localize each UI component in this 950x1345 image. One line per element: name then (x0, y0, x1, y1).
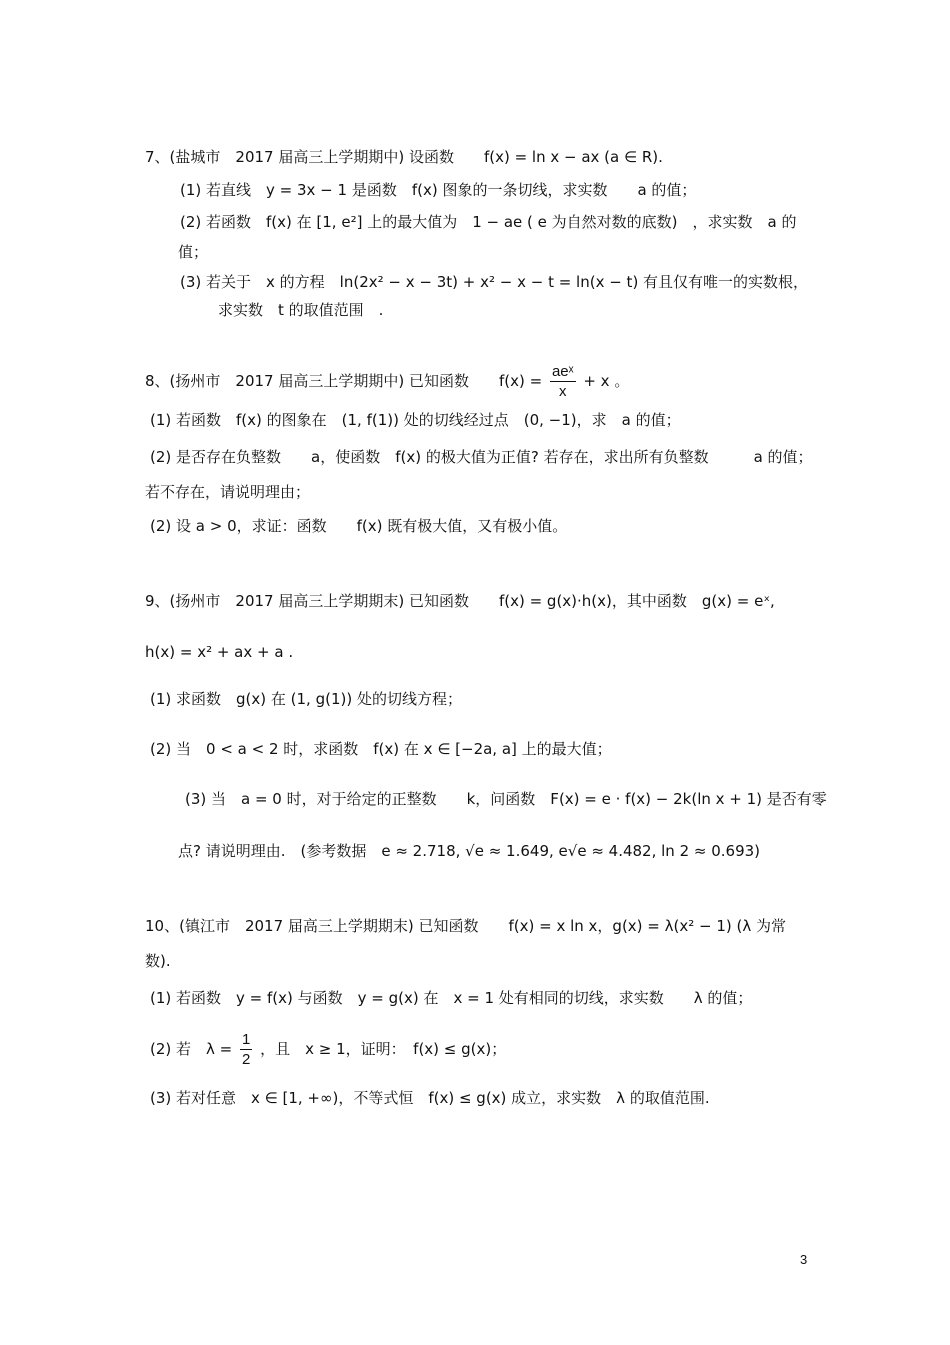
problem-7-part-3: (3) 若关于 x 的方程 ln(2x² − x − 3t) + x² − x − t = ln(x − t) 有且仅有唯一的实数根， (180, 273, 809, 291)
problem-7-part-3-cont: 求实数 t 的取值范围 . (218, 301, 384, 319)
problem-8-header-tail: + x 。 (583, 372, 630, 390)
problem-8-header (145, 362, 629, 401)
fraction-denominator: 2 (242, 1051, 251, 1068)
problem-8-header-text: 8、(扬州市 2017 届高三上学期期中) 已知函数 f(x) = (145, 372, 543, 390)
problem-9-part-1: (1) 求函数 g(x) 在 (1, g(1)) 处的切线方程； (150, 690, 462, 708)
fraction-numerator: 1 (242, 1031, 251, 1048)
problem-10-part-2-tail: ，且 x ≥ 1，证明： f(x) ≤ g(x)； (260, 1040, 507, 1058)
problem-10-part-3: (3) 若对任意 x ∈ [1, +∞)，不等式恒 f(x) ≤ g(x) 成立，求实数 λ 的取值范围. (150, 1089, 710, 1107)
problem-9-h-definition: h(x) = x² + ax + a . (145, 643, 294, 661)
problem-9-part-3: (3) 当 a = 0 时，对于给定的正整数 k，问函数 F(x) = e · f(x) − 2k(ln x + 1) 是否有零 (185, 790, 827, 808)
problem-9-part-2: (2) 当 0 < a < 2 时，求函数 f(x) 在 x ∈ [−2a, a] 上的最大值； (150, 740, 612, 758)
fraction-numerator: aeˣ (551, 363, 574, 380)
problem-8-part-1: (1) 若函数 f(x) 的图象在 (1, f(1)) 处的切线经过点 (0, −1)，求 a 的值； (150, 411, 681, 429)
page-number: 3 (800, 1252, 808, 1267)
problem-7-header: 7、(盐城市 2017 届高三上学期期中) 设函数 f(x) = ln x − ax (a ∈ R). (145, 148, 663, 166)
problem-10-part-1: (1) 若函数 y = f(x) 与函数 y = g(x) 在 x = 1 处有相同的切线，求实数 λ 的值； (150, 989, 753, 1007)
problem-8-part-3: (2) 设 a > 0，求证：函数 f(x) 既有极大值，又有极小值。 (150, 517, 568, 535)
problem-7-part-1: (1) 若直线 y = 3x − 1 是函数 f(x) 图象的一条切线，求实数 a 的值； (180, 181, 697, 199)
problem-8-part-2-cont: 若不存在，请说明理由； (145, 483, 311, 501)
problem-10-header-cont: 数). (145, 952, 171, 970)
problem-8-part-2: (2) 是否存在负整数 a，使函数 f(x) 的极大值为正值? 若存在，求出所有负整数 a 的值； (150, 448, 813, 466)
problem-10-fraction (240, 1030, 252, 1069)
problem-10-part-2-text: (2) 若 λ = (150, 1040, 233, 1058)
problem-7-part-2-cont: 值； (178, 243, 209, 261)
problem-9-part-3-cont: 点? 请说明理由. (参考数据 e ≈ 2.718, √e ≈ 1.649, e√e ≈ 4.482, ln 2 ≈ 0.693) (178, 842, 761, 860)
problem-8-fraction (550, 362, 576, 401)
problem-10-part-2 (150, 1030, 506, 1069)
problem-9-header: 9、(扬州市 2017 届高三上学期期末) 已知函数 f(x) = g(x)·h(x)，其中函数 g(x) = eˣ, (145, 592, 775, 610)
problem-10-header: 10、(镇江市 2017 届高三上学期期末) 已知函数 f(x) = x ln x，g(x) = λ(x² − 1) (λ 为常 (145, 917, 787, 935)
fraction-denominator: x (559, 383, 567, 400)
problem-7-part-2: (2) 若函数 f(x) 在 [1, e²] 上的最大值为 1 − ae ( e 为自然对数的底数) ，求实数 a 的 (180, 213, 797, 231)
